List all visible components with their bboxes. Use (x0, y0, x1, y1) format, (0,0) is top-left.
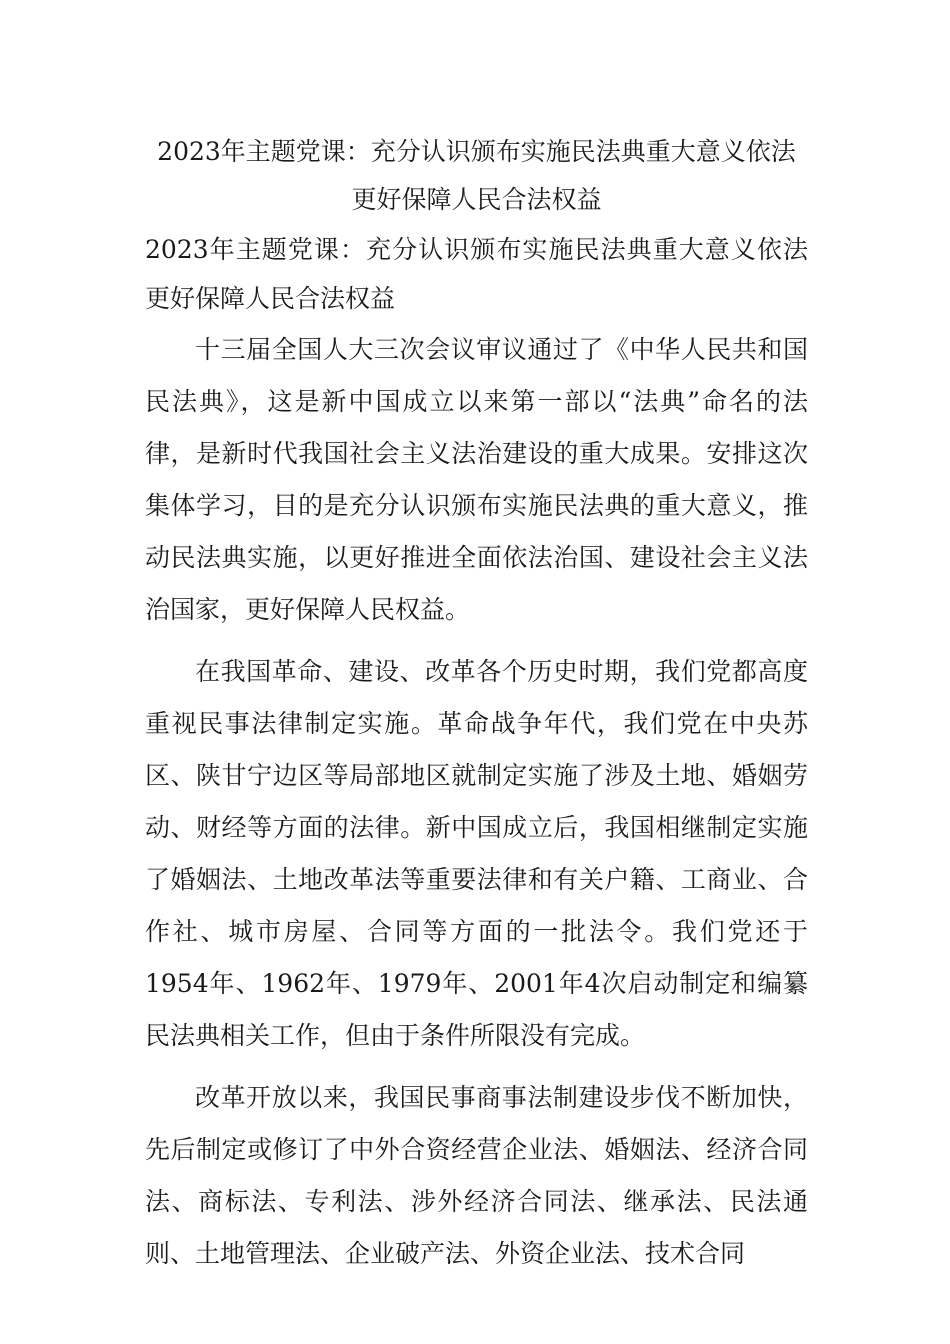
body-paragraph: 在我国革命、建设、改革各个历史时期，我们党都高度重视民事法律制定实施。革命战争年代，我们党在中央苏区、陕甘宁边区等局部地区就制定实施了涉及土地、婚姻劳动、财经等方面的法律。新中国成立后，我国相继制定实施了婚姻法、土地改革法等重要法律和有关户籍、工商业、合作社、城市房屋、合同等方面的一批法令。我们党还于1954年、1962年、1979年、2001年4次启动制定和编纂民法典相关工作，但由于条件所限没有完成。 (145, 657, 808, 1050)
body-paragraph: 改革开放以来，我国民事商事法制建设步伐不断加快，先后制定或修订了中外合资经营企业法、婚姻法、经济合同法、商标法、专利法、涉外经济合同法、继承法、民法通则、土地管理法、企业破产法、外资企业法、技术合同 (145, 1083, 808, 1268)
document-title: 2023年主题党课：充分认识颁布实施民法典重大意义依法更好保障人民合法权益 (157, 137, 796, 214)
body-paragraph: 十三届全国人大三次会议审议通过了《中华人民共和国民法典》，这是新中国成立以来第一部以“法典”命名的法律，是新时代我国社会主义法治建设的重大成果。安排这次集体学习，目的是充分认识颁布实施民法典的重大意义，推动民法典实施，以更好推进全面依法治国、建设社会主义法治国家，更好保障人民权益。 (145, 335, 808, 624)
document-body (145, 128, 808, 1280)
document-subtitle: 2023年主题党课：充分认识颁布实施民法典重大意义依法更好保障人民合法权益 (145, 235, 808, 313)
